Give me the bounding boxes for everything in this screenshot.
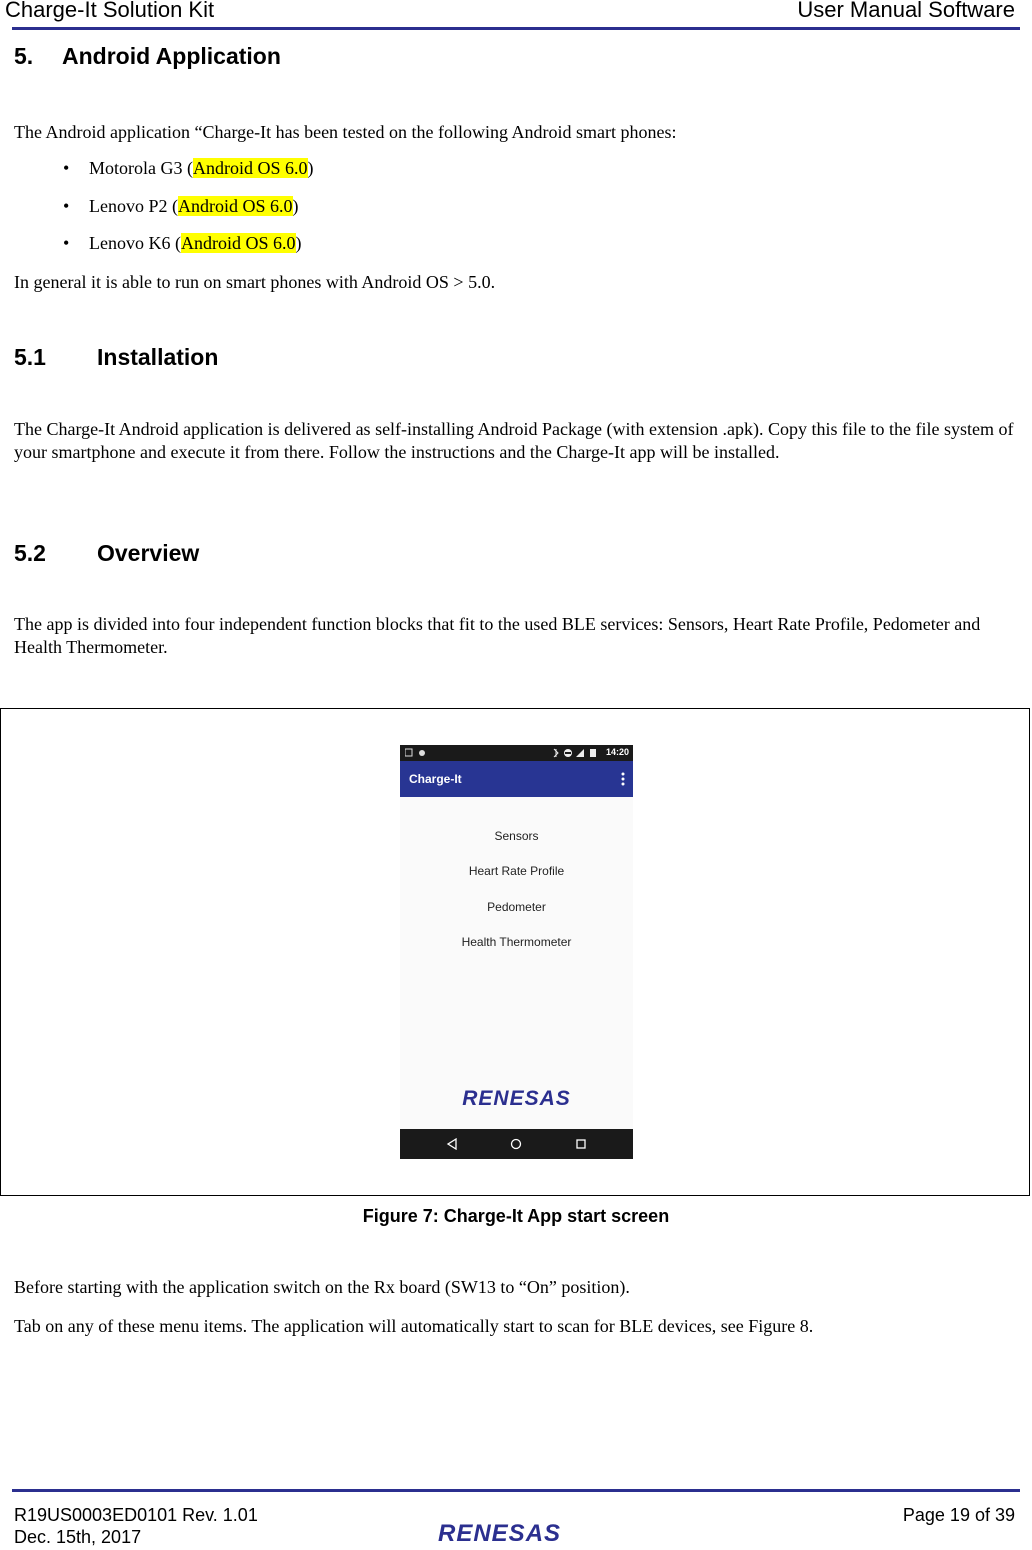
section-5-2-number: 5.2 <box>14 540 46 566</box>
nav-bar <box>400 1129 633 1159</box>
os-highlight: Android OS 6.0 <box>192 158 308 178</box>
section-5-1-title: Installation <box>97 344 219 370</box>
footer-date: Dec. 15th, 2017 <box>14 1527 142 1547</box>
footer-doc-id: R19US0003ED0101 Rev. 1.01 <box>14 1505 258 1525</box>
menu-item-heart-rate-profile[interactable]: Heart Rate Profile <box>468 864 565 878</box>
home-icon[interactable] <box>510 1138 522 1150</box>
phone-list-item: Lenovo K6 (Android OS 6.0) <box>89 233 302 253</box>
phone-screenshot <box>400 745 633 1159</box>
section-5-title: Android Application <box>62 43 281 69</box>
os-highlight: Android OS 6.0 <box>180 233 296 253</box>
overflow-menu-icon[interactable] <box>621 772 625 786</box>
back-icon[interactable] <box>446 1138 458 1150</box>
section-5-intro: The Android application “Charge-It has been tested on the following Android smart phones: <box>14 122 677 142</box>
footer-renesas-logo: RENESAS <box>438 1520 562 1547</box>
app-title: Charge-It <box>409 772 462 786</box>
recents-icon[interactable] <box>575 1138 587 1150</box>
section-5-1-number: 5.1 <box>14 344 46 370</box>
section-5-number: 5. <box>14 43 34 69</box>
section-5-2-body: The app is divided into four independent function blocks that fit to the used BLE services: Sensors, Heart Rate Profile, Pedometer and Health Thermometer. <box>14 614 981 657</box>
status-time: 14:20 <box>605 747 629 757</box>
os-highlight: Android OS 6.0 <box>178 196 293 216</box>
menu-item-sensors[interactable]: Sensors <box>494 829 539 843</box>
renesas-logo: RENESAS <box>462 1087 571 1110</box>
section-5-general: In general it is able to run on smart phones with Android OS > 5.0. <box>14 272 496 292</box>
status-bar <box>400 745 633 761</box>
section-5-1-body: The Charge-It Android application is delivered as self-installing Android Package (with extension .apk). Copy this file to the file system of your smartphone and execute it from there. Follow the instructions and the Charge-It app will be installed. <box>14 419 1014 462</box>
header-title-left: Charge-It Solution Kit <box>5 0 215 22</box>
status-icons <box>552 748 600 758</box>
header-title-right: User Manual Software <box>797 0 1015 22</box>
figure-caption: Figure 7: Charge-It App start screen <box>362 1206 670 1226</box>
section-5-2-title: Overview <box>97 540 200 566</box>
menu-item-pedometer[interactable]: Pedometer <box>487 900 546 914</box>
footer-rule <box>12 1489 1020 1492</box>
bullet-icon: • <box>63 196 70 216</box>
bullet-icon: • <box>63 233 70 253</box>
notification-icons <box>405 748 427 758</box>
header-rule <box>12 27 1020 30</box>
menu-item-health-thermometer[interactable]: Health Thermometer <box>461 935 572 949</box>
bullet-icon: • <box>63 158 70 178</box>
app-bar <box>400 761 633 797</box>
phone-list-item: Lenovo P2 (Android OS 6.0) <box>89 196 299 216</box>
paragraph-tab-menu: Tab on any of these menu items. The application will automatically start to scan for BLE devices, see Figure 8. <box>14 1316 814 1336</box>
footer-page-number: Page 19 of 39 <box>902 1505 1015 1525</box>
phone-list-item: Motorola G3 (Android OS 6.0) <box>89 158 314 178</box>
paragraph-before-starting: Before starting with the application switch on the Rx board (SW13 to “On” position). <box>14 1277 630 1297</box>
